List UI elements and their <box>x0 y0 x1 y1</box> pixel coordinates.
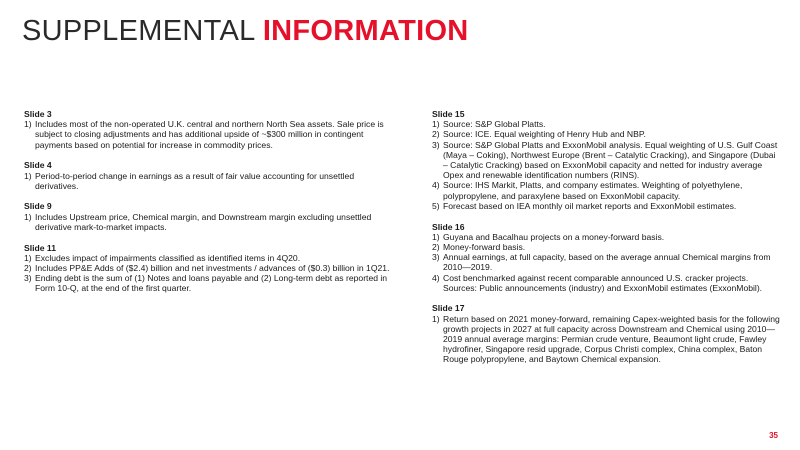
page-title <box>22 14 469 48</box>
slide-notes-section <box>24 160 392 191</box>
notes-list <box>432 232 782 293</box>
notes-list <box>24 253 392 294</box>
note-number: 3) <box>24 273 32 284</box>
note-item <box>432 314 782 365</box>
note-text: Return based on 2021 money-forward, remaining Capex-weighted basis for the following growth projects in 2027 at full capacity across Downstream and Chemical using 2010—2019 annual average margins: Permian crude venture, Beaumont light crude, Fawley hydrofiner, Singapore resid upgrade, Corpus Christi complex, China complex, Baton Rouge polypropylene, and Baytown Chemical expansion. <box>443 313 780 365</box>
note-number: 1) <box>432 119 440 130</box>
note-item <box>432 252 782 272</box>
note-text: Forecast based on IEA monthly oil market reports and ExxonMobil estimates. <box>443 200 737 211</box>
slide-notes-section <box>24 109 392 150</box>
note-text: Includes Upstream price, Chemical margin, and Downstream margin excluding unsettled derivative mark-to-market impacts. <box>35 211 372 232</box>
note-number: 4) <box>432 272 440 283</box>
page-number: 35 <box>769 431 778 440</box>
note-item <box>24 119 392 150</box>
note-item <box>432 242 782 252</box>
note-item <box>432 201 782 211</box>
note-text: Guyana and Bacalhau projects on a money-forward basis. <box>443 231 665 242</box>
note-item <box>24 253 392 263</box>
note-number: 3) <box>432 139 440 150</box>
note-text: Excludes impact of impairments classified as identified items in 4Q20. <box>35 252 301 263</box>
note-item <box>24 212 392 232</box>
right-column <box>432 109 782 375</box>
note-number: 3) <box>432 252 440 263</box>
slide-heading: Slide 9 <box>24 201 52 212</box>
note-number: 2) <box>432 129 440 140</box>
note-number: 1) <box>432 313 440 324</box>
note-item <box>24 263 392 273</box>
note-text: Includes PP&E Adds of ($2.4) billion and net investments / advances of ($0.3) billion in 1Q21. <box>35 262 390 273</box>
note-item <box>432 119 782 129</box>
slide-heading: Slide 11 <box>24 242 57 253</box>
slide-heading: Slide 16 <box>432 221 465 232</box>
note-number: 4) <box>432 180 440 191</box>
note-number: 1) <box>432 231 440 242</box>
note-text: Cost benchmarked against recent comparable announced U.S. cracker projects. Sources: Public announcements (industry) and ExxonMobil estimates (ExxonMobil). <box>443 272 763 293</box>
notes-list <box>24 212 392 232</box>
note-item <box>432 180 782 200</box>
left-column <box>24 109 392 304</box>
note-text: Source: IHS Markit, Platts, and company estimates. Weighting of polyethylene, polypropylene, and paraxylene based on ExxonMobil capacity. <box>443 180 743 201</box>
note-item <box>432 140 782 181</box>
note-text: Includes most of the non-operated U.K. central and northern North Sea assets. Sale price is subject to closing adjustments and has additional upside of ~$300 million in contingent payments based on potential for increase in commodity prices. <box>35 119 384 150</box>
note-item <box>432 232 782 242</box>
note-item <box>24 273 392 293</box>
slide-notes-section <box>24 201 392 232</box>
slide-notes-section <box>432 109 782 211</box>
note-item <box>24 171 392 191</box>
slide-heading: Slide 4 <box>24 160 52 171</box>
notes-list <box>24 171 392 191</box>
note-text: Period-to-period change in earnings as a result of fair value accounting for unsettled derivatives. <box>35 170 355 191</box>
note-text: Annual earnings, at full capacity, based on the average annual Chemical margins from 2010—2019. <box>443 252 771 273</box>
title-light: SUPPLEMENTAL <box>22 15 263 47</box>
note-text: Source: S&P Global Platts. <box>443 119 546 130</box>
note-text: Source: ICE. Equal weighting of Henry Hub and NBP. <box>443 129 646 140</box>
note-number: 2) <box>432 241 440 252</box>
note-text: Source: S&P Global Platts and ExxonMobil analysis. Equal weighting of U.S. Gulf Coast (Maya – Coking), Northwest Europe (Brent – Catalytic Cracking), and Singapore (Dubai – Catalytic Cracking) based on ExxonMobil capacity and netted for industry average Opex and renewable identification numbers (RINS). <box>443 139 778 181</box>
note-number: 1) <box>24 252 32 263</box>
slide-notes-section <box>432 222 782 293</box>
slide-heading: Slide 15 <box>432 109 465 119</box>
note-number: 1) <box>24 211 32 222</box>
note-item <box>432 273 782 293</box>
notes-list <box>24 119 392 150</box>
note-text: Ending debt is the sum of (1) Notes and loans payable and (2) Long-term debt as reported in Form 10-Q, at the end of the first quarter. <box>35 273 388 294</box>
note-text: Money-forward basis. <box>443 241 526 252</box>
notes-list <box>432 314 782 365</box>
slide-notes-section <box>24 243 392 294</box>
note-number: 5) <box>432 200 440 211</box>
title-bold: INFORMATION <box>262 15 469 47</box>
slide-heading: Slide 17 <box>432 303 465 314</box>
slide-notes-section <box>432 303 782 364</box>
note-number: 1) <box>24 119 32 130</box>
notes-list <box>432 119 782 211</box>
note-item <box>432 129 782 139</box>
note-number: 1) <box>24 170 32 181</box>
note-number: 2) <box>24 262 32 273</box>
slide-heading: Slide 3 <box>24 109 52 119</box>
